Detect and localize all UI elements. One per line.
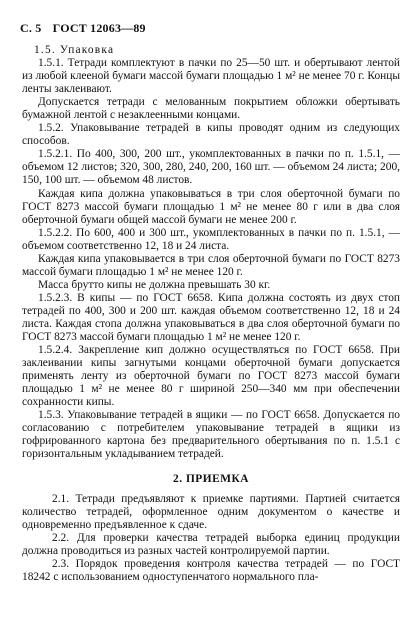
paragraph-1-5-2-3: 1.5.2.3. В кипы — по ГОСТ 6658. Кипа должна состоять из двух стоп тетрадей по 400, 300 и 200 шт. каждая объемом соответственно 12, 18 и 24 листа. Каждая стопа должна упаковываться в два слоя оберточной бумаги по ГОСТ 8273 массой бумаги площадью 1 м² не менее 120 г. [22, 291, 400, 344]
page-header [20, 21, 146, 36]
paragraph-1-5-2-2: 1.5.2.2. По 600, 400 и 300 шт., укомплектованных в пачки по п. 1.5.1, — объемом соответственно 12, 18 и 24 листа. [22, 226, 400, 252]
paragraph-1-5-3: 1.5.3. Упаковывание тетрадей в ящики — по ГОСТ 6658. Допускается по согласованию с потребителем упаковывание тетрадей в ящики из гофрированного картона без предварительного обертывания по п. 1.5.1 с горизонтальным укладыванием тетрадей. [22, 409, 400, 461]
paragraph-1-5-1: 1.5.1. Тетради комплектуют в пачки по 25—50 шт. и обертывают лентой из любой клееной бумаги массой бумаги площадью 1 м² не менее 70 г. Концы ленты заклеивают. [22, 57, 400, 96]
paragraph-2-3: 2.3. Порядок проведения контроля качества тетрадей — по ГОСТ 18242 с использованием одноступенчатого нормального пла- [22, 557, 400, 583]
paragraph-1-5-2-1: 1.5.2.1. По 400, 300, 200 шт., укомплектованных в пачки по п. 1.5.1, — объемом 12 листов; 320, 300, 280, 240, 200, 160 шт. — объемом 24 листа; 200, 150, 100 шт. — объемом 48 листов. [22, 148, 400, 187]
paragraph-1-5-1-note: Допускается тетради с мелованным покрытием обложки обертывать бумажной лентой с незаклеенными концами. [22, 96, 400, 122]
paragraph-2-2: 2.2. Для проверки качества тетрадей выборка единиц продукции должна проводиться из разных частей контролируемой партии. [22, 531, 400, 557]
document-body [22, 44, 400, 584]
paragraph-2-1: 2.1. Тетради предъявляют к приемке партиями. Партией считается количество тетрадей, оформленное одним документом о качестве и одновременно предъявленное к сдаче. [22, 492, 400, 531]
paragraph-1-5-2: 1.5.2. Упаковывание тетрадей в кипы проводят одним из следующих способов. [22, 122, 400, 148]
paragraph-1-5-2-4: 1.5.2.4. Закрепление кип должно осуществляться по ГОСТ 6658. При заклеивании кипы загнутыми концами оберточной бумаги допускается применять ленту из оберточной бумаги по ГОСТ 8273 массой бумаги площадью 1 м² не менее 80 г шириной 250—340 мм при обеспечении сохранности кипы. [22, 344, 400, 409]
page-number: С. 5 [20, 21, 42, 35]
paragraph-1-5-2-1-wrapping: Каждая кипа должна упаковываться в три слоя оберточной бумаги по ГОСТ 8273 массой бумаги площадью 1 м² не менее 80 г или в два слоя оберточной бумаги общей массой бумаги не менее 200 г. [22, 187, 400, 226]
section-title-acceptance: 2. ПРИЕМКА [173, 472, 249, 485]
subsection-title-packaging: 1.5. Упаковка [34, 44, 115, 56]
standard-number: ГОСТ 12063—89 [52, 21, 146, 35]
paragraph-1-5-2-2-wrapping: Каждая кипа упаковывается в три слоя оберточной бумаги по ГОСТ 8273 массой бумаги площадью 1 м² не менее 120 г. [22, 252, 400, 278]
paragraph-1-5-2-2-mass: Масса брутто кипы не должна превышать 30 кг. [38, 278, 271, 291]
